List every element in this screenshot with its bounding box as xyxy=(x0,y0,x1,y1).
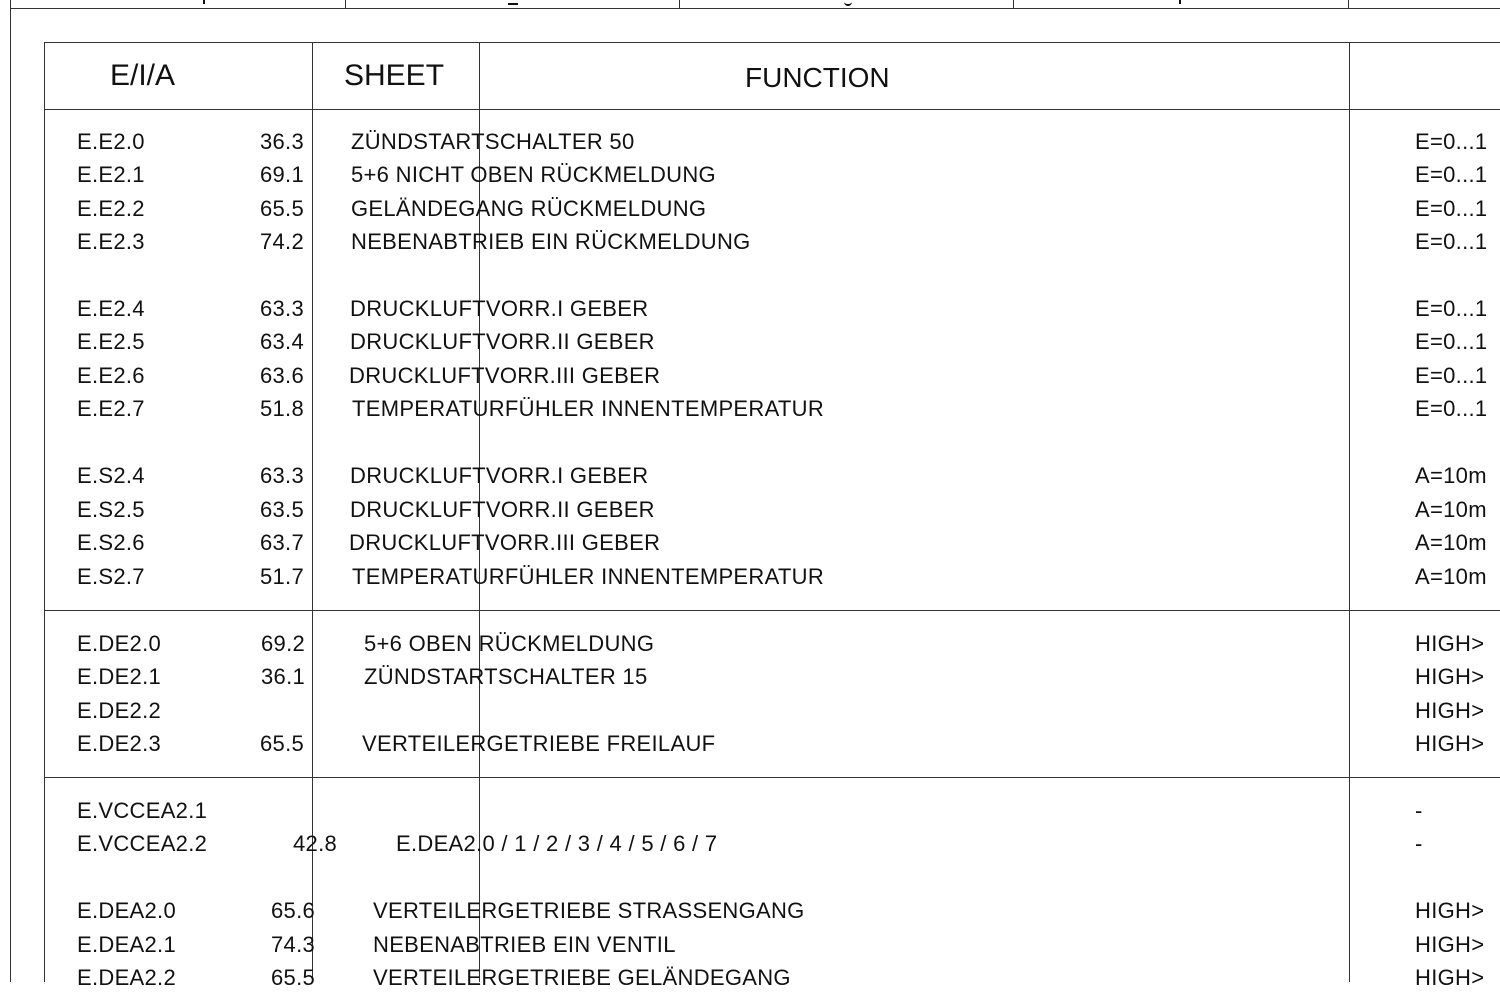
function-cell: VERTEILERGETRIEBE GELÄNDEGANG xyxy=(373,965,791,990)
function-cell: DRUCKLUFTVORR.I GEBER xyxy=(350,296,649,321)
sheet-cell: 63.4 xyxy=(259,329,304,354)
left-frame-line xyxy=(10,0,11,982)
function-cell: DRUCKLUFTVORR.II GEBER xyxy=(350,329,655,354)
range-cell: A=10m xyxy=(1415,530,1487,555)
eia-cell: E.VCCEA2.1 xyxy=(77,798,208,823)
range-cell: E=0...1 xyxy=(1415,363,1488,388)
cut-glyph xyxy=(844,0,852,6)
top-frame-line xyxy=(10,8,1500,9)
sheet-cell: 69.1 xyxy=(259,162,304,187)
function-cell: VERTEILERGETRIEBE FREILAUF xyxy=(362,731,716,756)
eia-cell: E.E2.0 xyxy=(77,129,145,154)
eia-cell: E.S2.4 xyxy=(77,463,145,488)
top-col-tick xyxy=(1348,0,1349,9)
range-cell: HIGH> xyxy=(1415,631,1485,656)
function-cell: E.DEA2.0 / 1 / 2 / 3 / 4 / 5 / 6 / 7 xyxy=(396,831,718,856)
eia-cell: E.E2.1 xyxy=(77,162,145,187)
range-cell: E=0...1 xyxy=(1415,196,1488,221)
header-function: FUNCTION xyxy=(745,62,890,93)
cut-glyph xyxy=(203,0,205,4)
top-col-tick xyxy=(345,0,346,9)
range-cell: E=0...1 xyxy=(1415,162,1488,187)
eia-cell: E.DE2.1 xyxy=(77,664,162,689)
function-cell: ZÜNDSTARTSCHALTER 15 xyxy=(364,664,648,689)
sheet-cell: 74.3 xyxy=(271,932,316,957)
range-cell: HIGH> xyxy=(1415,698,1485,723)
header-bottom-border xyxy=(44,109,1500,110)
function-cell: DRUCKLUFTVORR.III GEBER xyxy=(349,363,661,388)
eia-cell: E.E2.2 xyxy=(77,196,145,221)
sheet-cell: 63.3 xyxy=(259,463,304,488)
range-cell: E=0...1 xyxy=(1415,129,1488,154)
section-divider xyxy=(44,610,1500,611)
range-cell: A=10m xyxy=(1415,463,1487,488)
function-cell: 5+6 NICHT OBEN RÜCKMELDUNG xyxy=(351,162,716,187)
sheet-cell: 42.8 xyxy=(293,831,338,856)
header-sheet: SHEET xyxy=(344,59,445,92)
top-col-tick xyxy=(679,0,680,9)
eia-cell: E.DE2.3 xyxy=(77,731,162,756)
sheet-cell: 69.2 xyxy=(261,631,306,656)
eia-cell: E.S2.6 xyxy=(77,530,145,555)
function-cell: NEBENABTRIEB EIN RÜCKMELDUNG xyxy=(351,229,751,254)
function-cell: DRUCKLUFTVORR.III GEBER xyxy=(349,530,661,555)
range-cell: HIGH> xyxy=(1415,898,1485,923)
range-cell: E=0...1 xyxy=(1415,229,1488,254)
eia-cell: E.DEA2.1 xyxy=(77,932,177,957)
function-cell: TEMPERATURFÜHLER INNENTEMPERATUR xyxy=(352,564,825,589)
eia-cell: E.E2.7 xyxy=(77,396,145,421)
eia-cell: E.DEA2.2 xyxy=(77,965,177,990)
eia-cell: E.DE2.0 xyxy=(77,631,162,656)
eia-cell: E.S2.5 xyxy=(77,497,145,522)
sheet-cell: 65.5 xyxy=(260,731,305,756)
function-cell: ZÜNDSTARTSCHALTER 50 xyxy=(351,129,635,154)
function-cell: GELÄNDEGANG RÜCKMELDUNG xyxy=(351,196,707,221)
range-cell: - xyxy=(1415,831,1423,856)
function-cell: VERTEILERGETRIEBE STRASSENGANG xyxy=(373,898,805,923)
eia-cell: E.E2.5 xyxy=(77,329,145,354)
eia-cell: E.DEA2.0 xyxy=(77,898,177,923)
sheet-cell: 36.3 xyxy=(259,129,304,154)
top-col-tick xyxy=(1013,0,1014,9)
range-cell: E=0...1 xyxy=(1415,329,1488,354)
range-cell: HIGH> xyxy=(1415,965,1485,990)
sheet-cell: 65.5 xyxy=(271,965,316,990)
eia-cell: E.E2.3 xyxy=(77,229,145,254)
function-cell: DRUCKLUFTVORR.I GEBER xyxy=(350,463,649,488)
eia-cell: E.E2.6 xyxy=(77,363,145,388)
sheet-cell: 63.6 xyxy=(259,363,304,388)
sheet-cell: 74.2 xyxy=(259,229,304,254)
range-cell: A=10m xyxy=(1415,497,1487,522)
table-left-border xyxy=(44,42,45,982)
function-cell: TEMPERATURFÜHLER INNENTEMPERATUR xyxy=(352,396,825,421)
cut-glyph xyxy=(508,0,518,5)
section-divider xyxy=(44,777,1500,778)
eia-cell: E.E2.4 xyxy=(77,296,145,321)
cut-glyph xyxy=(1179,0,1181,4)
range-cell: E=0...1 xyxy=(1415,296,1488,321)
sheet-cell: 36.1 xyxy=(261,664,306,689)
table-top-border xyxy=(44,42,1500,43)
sheet-cell: 51.8 xyxy=(259,396,304,421)
function-cell: DRUCKLUFTVORR.II GEBER xyxy=(350,497,655,522)
range-cell: HIGH> xyxy=(1415,664,1485,689)
sheet-cell: 63.3 xyxy=(259,296,304,321)
range-cell: E=0...1 xyxy=(1415,396,1488,421)
sheet-cell: 63.7 xyxy=(259,530,304,555)
function-cell: 5+6 OBEN RÜCKMELDUNG xyxy=(364,631,655,656)
column-divider xyxy=(1349,42,1350,982)
eia-cell: E.VCCEA2.2 xyxy=(77,831,208,856)
header-eia: E/I/A xyxy=(110,59,176,92)
range-cell: A=10m xyxy=(1415,564,1487,589)
function-cell: NEBENABTRIEB EIN VENTIL xyxy=(373,932,676,957)
range-cell: HIGH> xyxy=(1415,731,1485,756)
sheet-cell: 65.6 xyxy=(271,898,316,923)
range-cell: HIGH> xyxy=(1415,932,1485,957)
sheet-cell: 51.7 xyxy=(259,564,304,589)
eia-cell: E.S2.7 xyxy=(77,564,145,589)
sheet-cell: 65.5 xyxy=(259,196,304,221)
eia-cell: E.DE2.2 xyxy=(77,698,162,723)
range-cell: - xyxy=(1415,798,1423,823)
sheet-cell: 63.5 xyxy=(259,497,304,522)
